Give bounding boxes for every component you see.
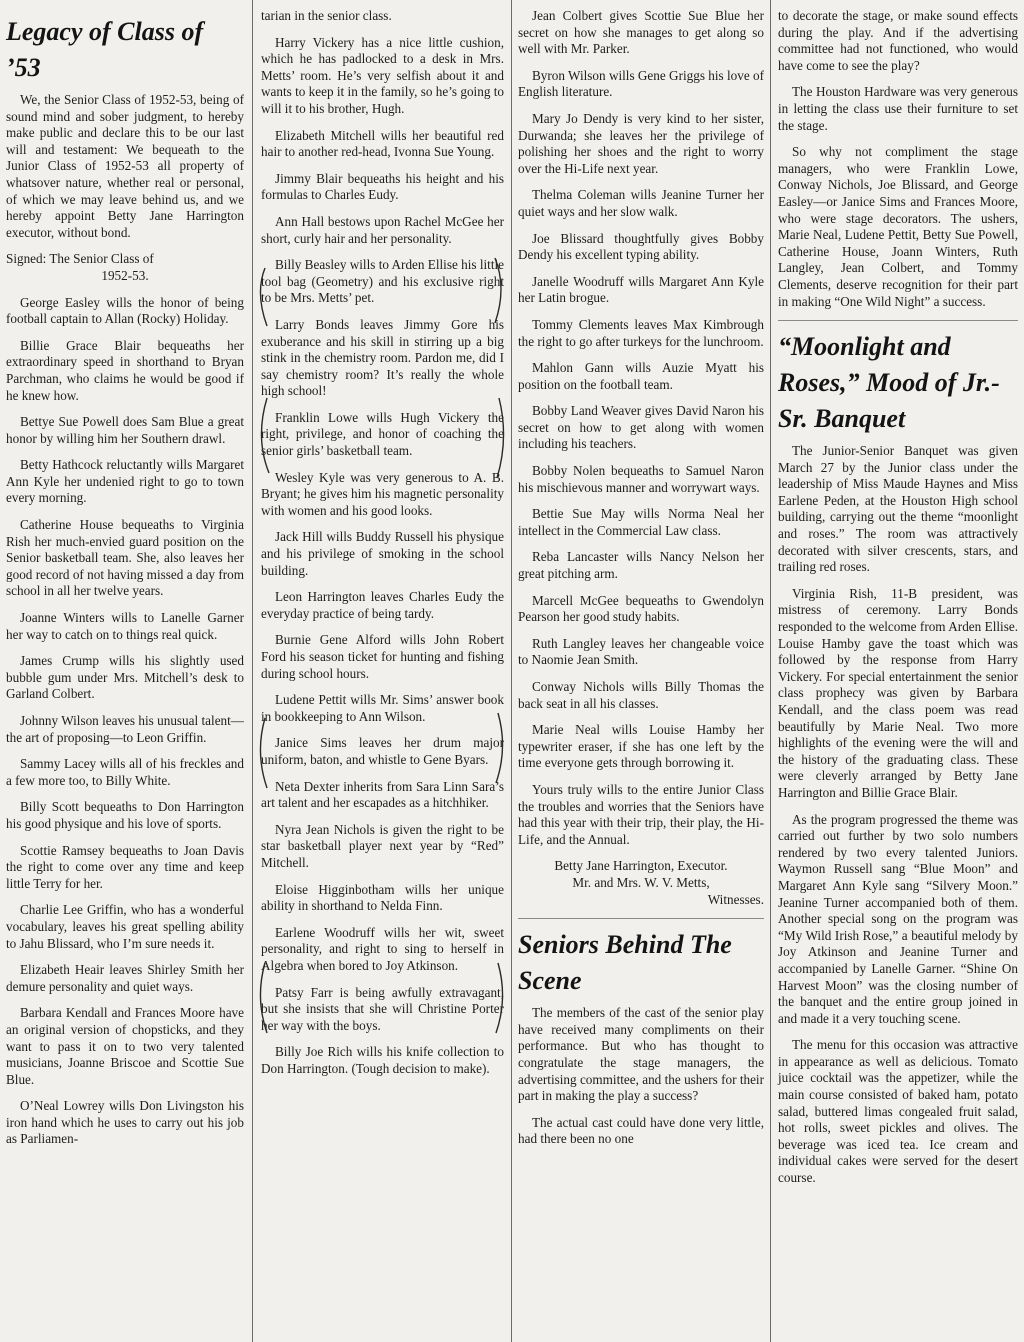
paragraph: Earlene Woodruff wills her wit, sweet personality, and right to sing to herself in Algebra when bored to Joy Atkinson. xyxy=(261,924,504,973)
executor-line: Betty Jane Harrington, Executor. xyxy=(554,858,728,874)
paragraph: Scottie Ramsey bequeaths to Joan Davis the right to come over any time and keep little Terry for her. xyxy=(6,842,244,891)
paragraph: Neta Dexter inherits from Sara Linn Sara’s art talent and her escapades as a hitchhiker. xyxy=(261,778,504,811)
paragraph: Joe Blissard thoughtfully gives Bobby Dendy his excellent typing ability. xyxy=(518,230,764,263)
paragraph: Billy Joe Rich wills his knife collection to Don Harrington. (Tough decision to make). xyxy=(261,1044,504,1076)
paragraph: Mahlon Gann wills Auzie Myatt his position on the football team. xyxy=(518,360,764,392)
column-rule xyxy=(252,0,253,1342)
paragraph: James Crump wills his slightly used bubble gum under Mrs. Mitchell’s desk to Garland Colbert. xyxy=(6,653,244,702)
paragraph: Marcell McGee bequeaths to Gwendolyn Pearson her good study habits. xyxy=(518,592,764,625)
paragraph: So why not compliment the stage managers, who were Franklin Lowe, Conway Nichols, Joe Blissard, and George Easley—or Janice Sims and Frances Moore, who were stage decorators. The ushers, Marie Neal, Ludene Pettit, Betty Sue Powell, Catherine House, Joann Winters, Ruth Langley, Jean Colbert, and Tommy Clements, deserve recognition for their part in making “One Wild Night” a success. xyxy=(778,144,1018,309)
paragraph: Janice Sims leaves her drum major uniform, baton, and whistle to Gene Byars. xyxy=(261,735,504,767)
paragraph: Marie Neal wills Louise Hamby her typewriter eraser, if she has one left by the time everyone gets through borrowing it. xyxy=(518,722,764,771)
column-4 xyxy=(772,8,1024,1338)
paragraph: Ludene Pettit wills Mr. Sims’ answer book in bookkeeping to Ann Wilson. xyxy=(261,692,504,724)
column-3 xyxy=(512,8,770,1338)
paragraph: Charlie Lee Griffin, who has a wonderful vocabulary, leaves his great spelling ability to Jahu Blissard, who I’m sure needs it. xyxy=(6,902,244,951)
paragraph: Patsy Farr is being awfully extravagant, but she insists that she will Christine Porter her way with the boys. xyxy=(261,984,504,1033)
signed-year: 1952-53. xyxy=(101,267,149,283)
paragraph: Jimmy Blair bequeaths his height and his formulas to Charles Eudy. xyxy=(261,170,504,203)
paragraph: to decorate the stage, or make sound effects during the play. And if the advertising committee had not functioned, who would have come to see the play? xyxy=(778,8,1018,73)
paragraph: Nyra Jean Nichols is given the right to be star basketball player next year by “Red” Mitchell. xyxy=(261,821,504,870)
paragraph: Virginia Rish, 11-B president, was mistress of ceremony. Larry Bonds responded to the welcome from Arden Ellise. Louise Hamby gave the toast which was followed by the response from Harry Vickery. For special entertainment the senior class prophecy was given by Barbara Kendall, and the class poem was read beautifully by Marie Neal. Two more highlights of the evening were the will and the history of the graduating class. These were cleverly arranged by Betty Jane Harrington and Billie Grace Blair. xyxy=(778,585,1018,800)
paragraph: Catherine House bequeaths to Virginia Rish her much-envied guard position on the Senior basketball team. She, also leaves her good record of not having missed a day from school in all her twelve years. xyxy=(6,517,244,599)
signed-name: The Senior Class of xyxy=(49,251,154,267)
column-rule xyxy=(770,0,771,1342)
paragraph: Franklin Lowe wills Hugh Vickery the right, privilege, and honor of coaching the senior girls’ basketball team. xyxy=(261,409,504,459)
paragraph: Ruth Langley leaves her changeable voice to Naomie Jean Smith. xyxy=(518,635,764,668)
signed-label: Signed: xyxy=(6,251,47,267)
paragraph: Reba Lancaster wills Nancy Nelson her great pitching arm. xyxy=(518,549,764,582)
paragraph: Betty Hathcock reluctantly wills Margaret Ann Kyle her undenied right to go to town every morning. xyxy=(6,457,244,506)
paragraph: Billie Grace Blair bequeaths her extraordinary speed in shorthand to Bryan Parchman, who claims he would be good if he knew how. xyxy=(6,337,244,403)
column-2 xyxy=(255,8,510,1338)
paragraph: We, the Senior Class of 1952-53, being of sound mind and sober judgment, to hereby make public and declare this to be our last will and testament: We bequeath to the Junior Class of 1952-53 all property of whatsover nature, whether real or personal, of which we may leave behind us, and we hereby appoint Betty Jane Harrington executor, without bond. xyxy=(6,92,244,240)
paragraph: Wesley Kyle was very generous to A. B. Bryant; he gives him his magnetic personality with women and his good looks. xyxy=(261,469,504,518)
paragraph: Jack Hill wills Buddy Russell his physique and his privilege of smoking in the school building. xyxy=(261,529,504,578)
paragraph: Joanne Winters wills to Lanelle Garner her way to catch on to things real quick. xyxy=(6,610,244,642)
paragraph: Johnny Wilson leaves his unusual talent—the art of proposing—to Leon Griffin. xyxy=(6,713,244,745)
article-headline-seniors: Seniors Behind The Scene xyxy=(518,930,732,996)
paragraph: Bobby Nolen bequeaths to Samuel Naron his mischievous manner and worrywart ways. xyxy=(518,463,764,495)
paragraph: Mary Jo Dendy is very kind to her sister, Durwanda; she leaves her the privilege of polishing her shoes and the right to worry over the Hi-Life next year. xyxy=(518,110,764,176)
paragraph: O’Neal Lowrey wills Don Livingston his iron hand which he uses to carry out his job as Parliamen- xyxy=(6,1098,244,1147)
paragraph: Byron Wilson wills Gene Griggs his love of English literature. xyxy=(518,67,764,100)
paragraph: George Easley wills the honor of being football captain to Allan (Rocky) Holiday. xyxy=(6,294,244,327)
paragraph: Sammy Lacey wills all of his freckles and a few more too, to Billy White. xyxy=(6,756,244,788)
paragraph: The members of the cast of the senior play have received many compliments on their performance. But who has thought to congratulate the stage managers, the advertising committee, and the ushers for their part in making the play a success? xyxy=(518,1005,764,1104)
signature-block xyxy=(6,251,244,284)
column-1 xyxy=(0,8,250,1338)
paragraph: Jean Colbert gives Scottie Sue Blue her secret on how she manages to get along so well with Mr. Parker. xyxy=(518,8,764,57)
paragraph: Yours truly wills to the entire Junior Class the troubles and worries that the Seniors have had this year with their trip, their play, the Hi-Life, and the Annual. xyxy=(518,781,764,847)
paragraph: Harry Vickery has a nice little cushion, which he has padlocked to a desk in Mrs. Metts’ room. He’s very selfish about it and wants to keep it in the family, so he’s going to will it to his brother, Hugh. xyxy=(261,34,504,116)
paragraph: Barbara Kendall and Frances Moore have an original version of chopsticks, and they want to pass it on to two very talented musicians, Joanne Briscoe and Scottie Sue Blue. xyxy=(6,1005,244,1087)
paragraph: tarian in the senior class. xyxy=(261,8,392,23)
paragraph: Elizabeth Heair leaves Shirley Smith her demure personality and quiet ways. xyxy=(6,962,244,994)
metts-line: Mr. and Mrs. W. V. Metts, xyxy=(572,874,710,890)
article-headline-banquet: “Moonlight and Roses,” Mood of Jr.-Sr. Banquet xyxy=(778,332,1000,434)
paragraph: Leon Harrington leaves Charles Eudy the everyday practice of being tardy. xyxy=(261,589,504,621)
paragraph: The Junior-Senior Banquet was given March 27 by the Junior class under the leadership of Miss Maude Haynes and Miss Earlene Peden, at the Houston High school building, carrying out the theme “moonlight and roses.” The room was attractively decorated with silver crescents, stars, and trailing red roses. xyxy=(778,443,1018,575)
paragraph: The Houston Hardware was very generous in letting the class use their furniture to set the stage. xyxy=(778,84,1018,133)
paragraph: The actual cast could have done very little, had there been no one xyxy=(518,1114,764,1147)
paragraph: The menu for this occasion was attractive in appearance as well as delicious. Tomato juice cocktail was the appetizer, while the main course consisted of baked ham, potato salad, buttered limas congealed fruit salad, hot rolls, sweet pickles and olives. The beverage was iced tea. Ice cream and individual cakes were served for the desert course. xyxy=(778,1037,1018,1186)
paragraph: Bettie Sue May wills Norma Neal her intellect in the Commercial Law class. xyxy=(518,506,764,538)
paragraph: Elizabeth Mitchell wills her beautiful red hair to another red-head, Ivonna Sue Young. xyxy=(261,127,504,160)
paragraph: Eloise Higginbotham wills her unique ability in shorthand to Nelda Finn. xyxy=(261,881,504,914)
paragraph: Burnie Gene Alford wills John Robert Ford his season ticket for hunting and fishing during school hours. xyxy=(261,632,504,681)
paragraph: Janelle Woodruff wills Margaret Ann Kyle her Latin brogue. xyxy=(518,273,764,306)
paragraph: Larry Bonds leaves Jimmy Gore his exuberance and his skill in stirring up a big stink in the chemistry room. Pardon me, did I say chemistry room? It’s really the whole high school! xyxy=(261,316,504,399)
article-divider xyxy=(518,918,764,919)
article-headline-legacy: Legacy of Class of ’53 xyxy=(6,17,204,82)
article-divider xyxy=(778,320,1018,321)
executor-signature xyxy=(518,858,764,908)
witnesses-line: Witnesses. xyxy=(707,891,764,907)
paragraph: Billy Beasley wills to Arden Ellise his little tool bag (Geometry) and his exclusive right to be Mrs. Metts’ pet. xyxy=(261,257,504,306)
paragraph: Billy Scott bequeaths to Don Harrington his good physique and his love of sports. xyxy=(6,799,244,831)
paragraph: Conway Nichols wills Billy Thomas the back seat in all his classes. xyxy=(518,679,764,711)
paragraph: Bettye Sue Powell does Sam Blue a great honor by willing him her Southern drawl. xyxy=(6,414,244,446)
paragraph: Thelma Coleman wills Jeanine Turner her quiet ways and her slow walk. xyxy=(518,187,764,219)
paragraph: Bobby Land Weaver gives David Naron his secret on how to get along with women including his teachers. xyxy=(518,403,764,452)
paragraph: Ann Hall bestows upon Rachel McGee her short, curly hair and her personality. xyxy=(261,213,504,246)
paragraph: As the program progressed the theme was carried out further by two solo numbers rendered by two every talented Juniors. Waymon Russell sang “Blue Moon” and Margaret Ann Kyle sang “Silvery Moon.” Jeanine Turner accompanied both of them. Another special song on the program was “My Wild Irish Rose,” a beautiful melody by Joy Atkinson and Jeanine Turner and accompanied by Lanelle Garner. “Shine On Harvest Moon” was the closing number of the banquet and the entire group joined in and made it a very touching scene. xyxy=(778,811,1018,1026)
paragraph: Tommy Clements leaves Max Kimbrough the right to go after turkeys for the lunchroom. xyxy=(518,316,764,349)
